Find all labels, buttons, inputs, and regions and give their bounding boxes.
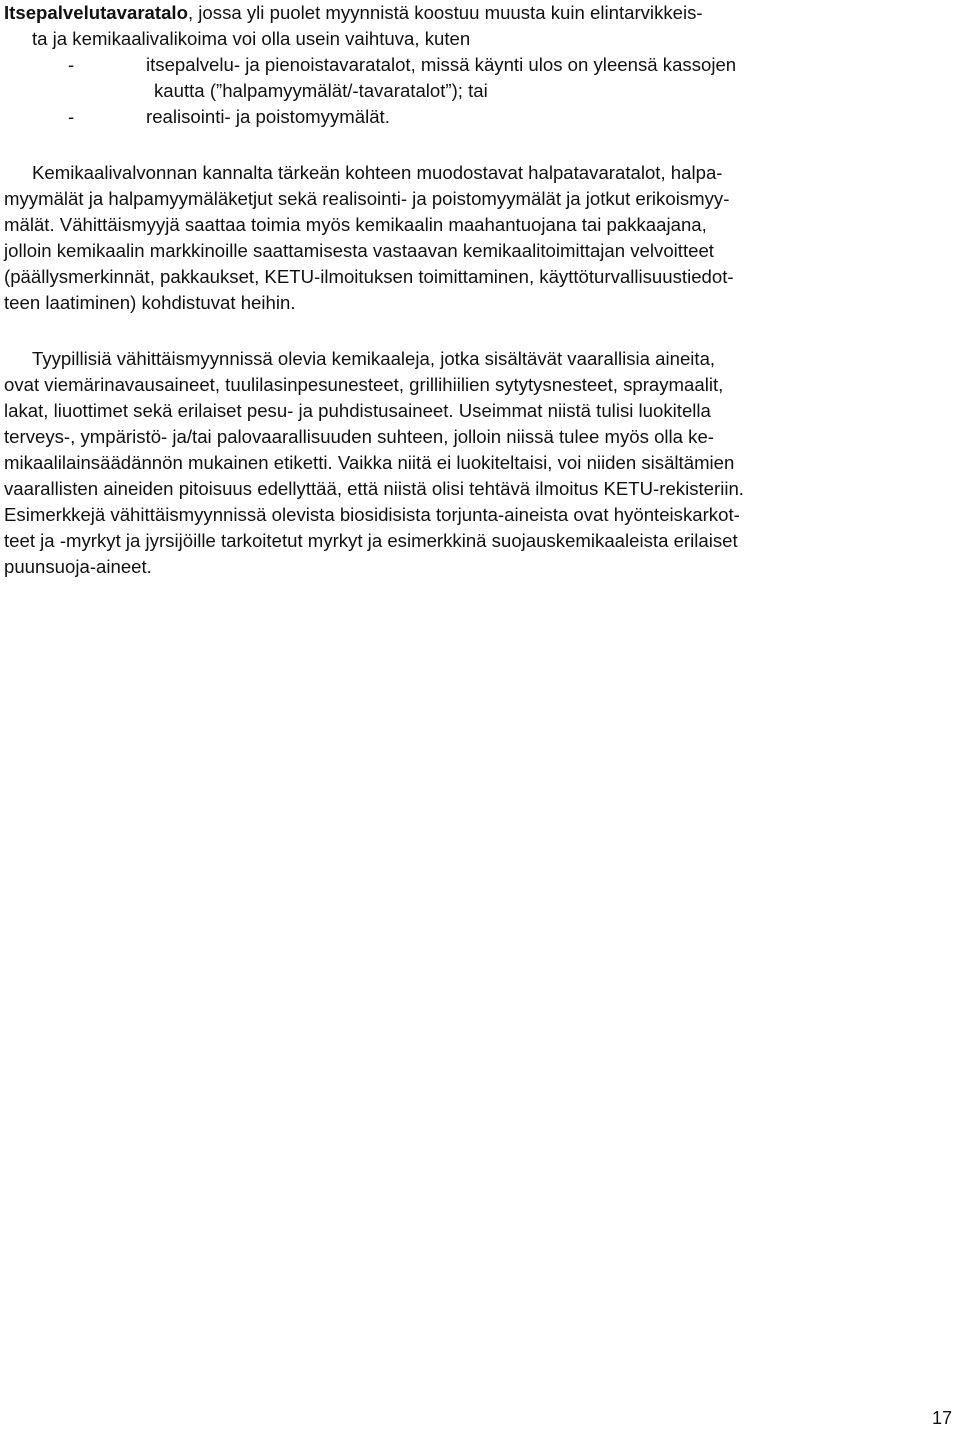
- paragraph-gap: [4, 130, 956, 160]
- intro-line-2: ta ja kemikaalivalikoima voi olla usein vaihtuva, kuten: [32, 28, 471, 49]
- bullet-item-2-line-1: realisointi- ja poistomyymälät.: [146, 106, 390, 127]
- paragraph-gap: [4, 316, 956, 346]
- paragraph-3-line: terveys-, ympäristö- ja/tai palovaarallisuuden suhteen, jolloin niissä tulee myös olla ke-: [4, 426, 715, 447]
- bullet-item-1-line-2: kautta (”halpamyymälät/-tavaratalot”); tai: [154, 80, 488, 101]
- paragraph-2-line: mälät. Vähittäismyyjä saattaa toimia myös kemikaalin maahantuojana tai pakkaajana,: [4, 214, 707, 235]
- bullet-item-2: [4, 104, 956, 130]
- page-number: 17: [931, 1408, 952, 1428]
- intro-term: Itsepalvelutavaratalo: [4, 2, 188, 23]
- paragraph-3-line: puunsuoja-aineet.: [4, 556, 152, 577]
- paragraph-2-line: myymälät ja halpamyymäläketjut sekä realisointi- ja poistomyymälät ja jotkut erikoismyy-: [4, 188, 730, 209]
- bullet-item-1: [4, 52, 956, 78]
- paragraph-3-line: Tyypillisiä vähittäismyynnissä olevia kemikaaleja, jotka sisältävät vaarallisia aineita,: [32, 348, 716, 369]
- paragraph-3-line: ovat viemärinavausaineet, tuulilasinpesunesteet, grillihiilien sytytysnesteet, spraymaalit,: [4, 374, 724, 395]
- intro-line-1: [4, 0, 956, 26]
- bullet-dash: -: [68, 106, 75, 127]
- paragraph-typical-chemicals: [4, 346, 956, 580]
- paragraph-chemical-supervision: [4, 160, 956, 316]
- paragraph-3-line: Esimerkkejä vähittäismyynnissä olevista biosidisista torjunta-aineista ovat hyönteiskarkot-: [4, 504, 740, 525]
- paragraph-2-line: teen laatiminen) kohdistuvat heihin.: [4, 292, 296, 313]
- paragraph-2-line: (päällysmerkinnät, pakkaukset, KETU-ilmoituksen toimittaminen, käyttöturvallisuustiedot-: [4, 266, 734, 287]
- bullet-list: [4, 52, 956, 130]
- paragraph-3-line: vaarallisten aineiden pitoisuus edellyttää, että niistä olisi tehtävä ilmoitus KETU-rekisteriin.: [4, 478, 744, 499]
- paragraph-3-line: mikaalilainsäädännön mukainen etiketti. Vaikka niitä ei luokiteltaisi, voi niiden sisältämien: [4, 452, 735, 473]
- document-page: [4, 0, 956, 580]
- intro-paragraph: [4, 0, 956, 52]
- paragraph-2-line: Kemikaalivalvonnan kannalta tärkeän kohteen muodostavat halpatavaratalot, halpa-: [32, 162, 723, 183]
- paragraph-3-line: teet ja -myrkyt ja jyrsijöille tarkoitetut myrkyt ja esimerkkinä suojauskemikaaleista erilaiset: [4, 530, 738, 551]
- bullet-item-1-line-1: itsepalvelu- ja pienoistavaratalot, missä käynti ulos on yleensä kassojen: [146, 54, 737, 75]
- paragraph-3-line: lakat, liuottimet sekä erilaiset pesu- ja puhdistusaineet. Useimmat niistä tulisi luokitella: [4, 400, 711, 421]
- bullet-dash: -: [68, 54, 75, 75]
- intro-line-1-rest: , jossa yli puolet myynnistä koostuu muusta kuin elintarvikkeis-: [187, 2, 703, 23]
- paragraph-2-line: jolloin kemikaalin markkinoille saattamisesta vastaavan kemikaalitoimittajan velvoitteet: [4, 240, 714, 261]
